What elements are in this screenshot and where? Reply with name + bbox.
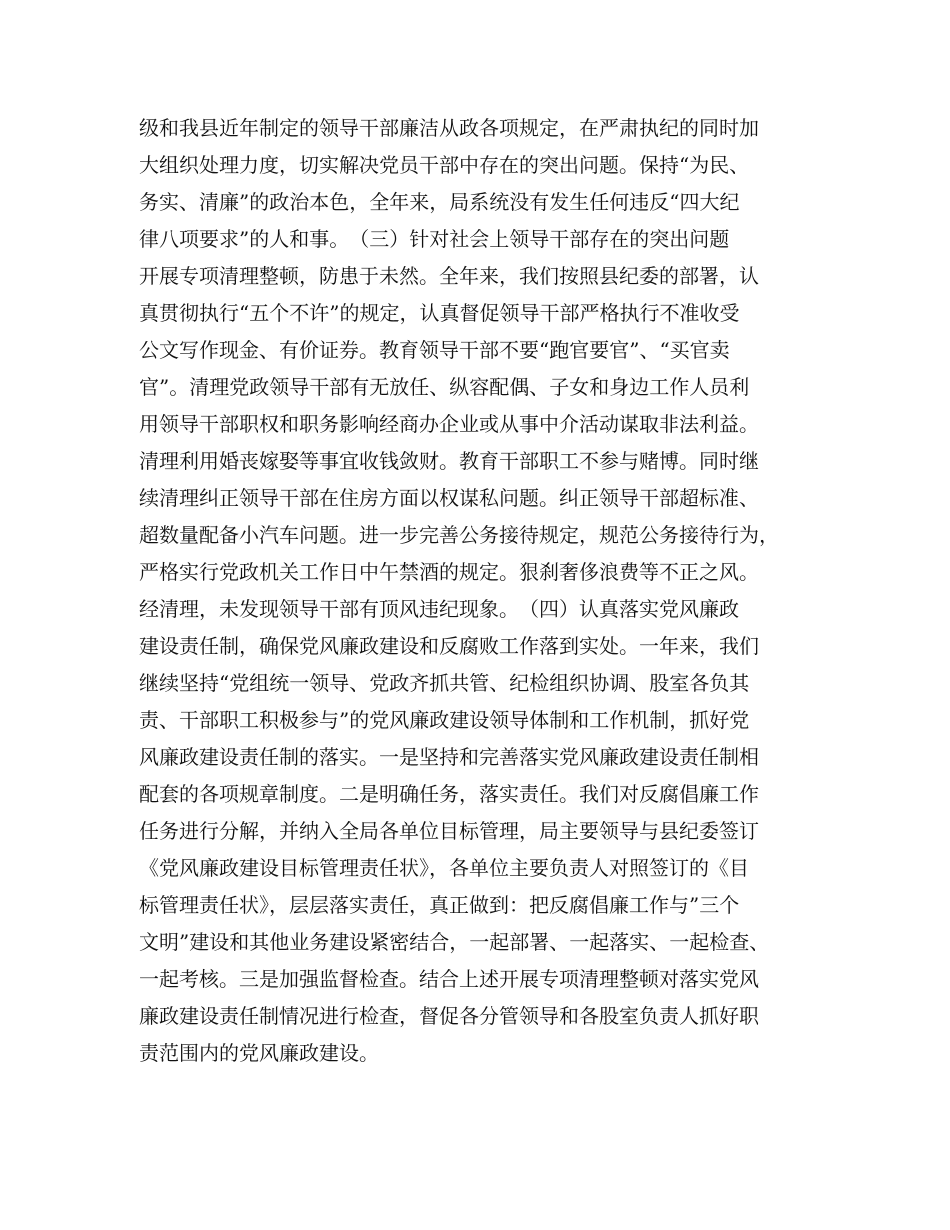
- text-line: 风廉政建设责任制的落实。一是坚持和完善落实党风廉政建设责任制相: [139, 745, 759, 769]
- text-line: 务实、清廉”的政治本色，全年来，局系统没有发生任何违反“四大纪: [139, 190, 740, 214]
- text-line: 文明”建设和其他业务建设紧密结合，一起部署、一起落实、一起检查、: [139, 930, 770, 954]
- text-line: 标管理责任状》，层层落实责任，真正做到：把反腐倡廉工作与”三个: [139, 893, 740, 917]
- text-line: 经清理，未发现领导干部有顶风违纪现象。 （四）认真落实党风廉政: [139, 597, 739, 621]
- text-line: 一起考核。三是加强监督检查。结合上述开展专项清理整顿对落实党风: [139, 967, 759, 991]
- text-line: 用领导干部职权和职务影响经商办企业或从事中介活动谋取非法利益。: [139, 412, 759, 436]
- text-line: 大组织处理力度，切实解决党员干部中存在的突出问题。保持“为民、: [139, 153, 750, 177]
- text-line: 廉政建设责任制情况进行检查，督促各分管领导和各股室负责人抓好职: [139, 1004, 759, 1028]
- text-line: 清理利用婚丧嫁娶等事宜收钱敛财。教育干部职工不参与赌博。同时继: [139, 449, 759, 473]
- text-line: 责范围内的党风廉政建设。: [139, 1041, 379, 1065]
- text-line: 官”。清理党政领导干部有无放任、纵容配偶、子女和身边工作人员利: [139, 375, 750, 399]
- text-line: 任务进行分解，并纳入全局各单位目标管理，局主要领导与县纪委签订: [139, 819, 759, 843]
- text-line: 建设责任制，确保党风廉政建设和反腐败工作落到实处。一年来，我们: [139, 634, 759, 658]
- text-line: 超数量配备小汽车问题。进一步完善公务接待规定，规范公务接待行为，: [139, 523, 779, 547]
- text-line: 续清理纠正领导干部在住房方面以权谋私问题。纠正领导干部超标准、: [139, 486, 759, 510]
- text-line: 真贯彻执行“五个不许”的规定，认真督促领导干部严格执行不准收受: [139, 301, 740, 325]
- text-line: 级和我县近年制定的领导干部廉洁从政各项规定，在严肃执纪的同时加: [139, 116, 759, 140]
- text-line: 开展专项清理整顿，防患于未然。全年来，我们按照县纪委的部署，认: [139, 264, 759, 288]
- text-line: 《党风廉政建设目标管理责任状》，各单位主要负责人对照签订的《目: [139, 856, 749, 880]
- text-line: 严格实行党政机关工作日中午禁酒的规定。狠刹奢侈浪费等不正之风。: [139, 560, 759, 584]
- text-line: 责、干部职工积极参与”的党风廉政建设领导体制和工作机制，抓好党: [139, 708, 750, 732]
- body-text: [139, 110, 839, 1072]
- text-line: 律八项要求”的人和事。 （三）针对社会上领导干部存在的突出问题: [139, 227, 730, 251]
- text-line: 继续坚持“党组统一领导、党政齐抓共管、纪检组织协调、股室各负其: [139, 671, 750, 695]
- text-line: 公文写作现金、有价证券。教育领导干部不要“跑官要官”、“买官卖: [139, 338, 730, 362]
- text-line: 配套的各项规章制度。二是明确任务，落实责任。我们对反腐倡廉工作: [139, 782, 759, 806]
